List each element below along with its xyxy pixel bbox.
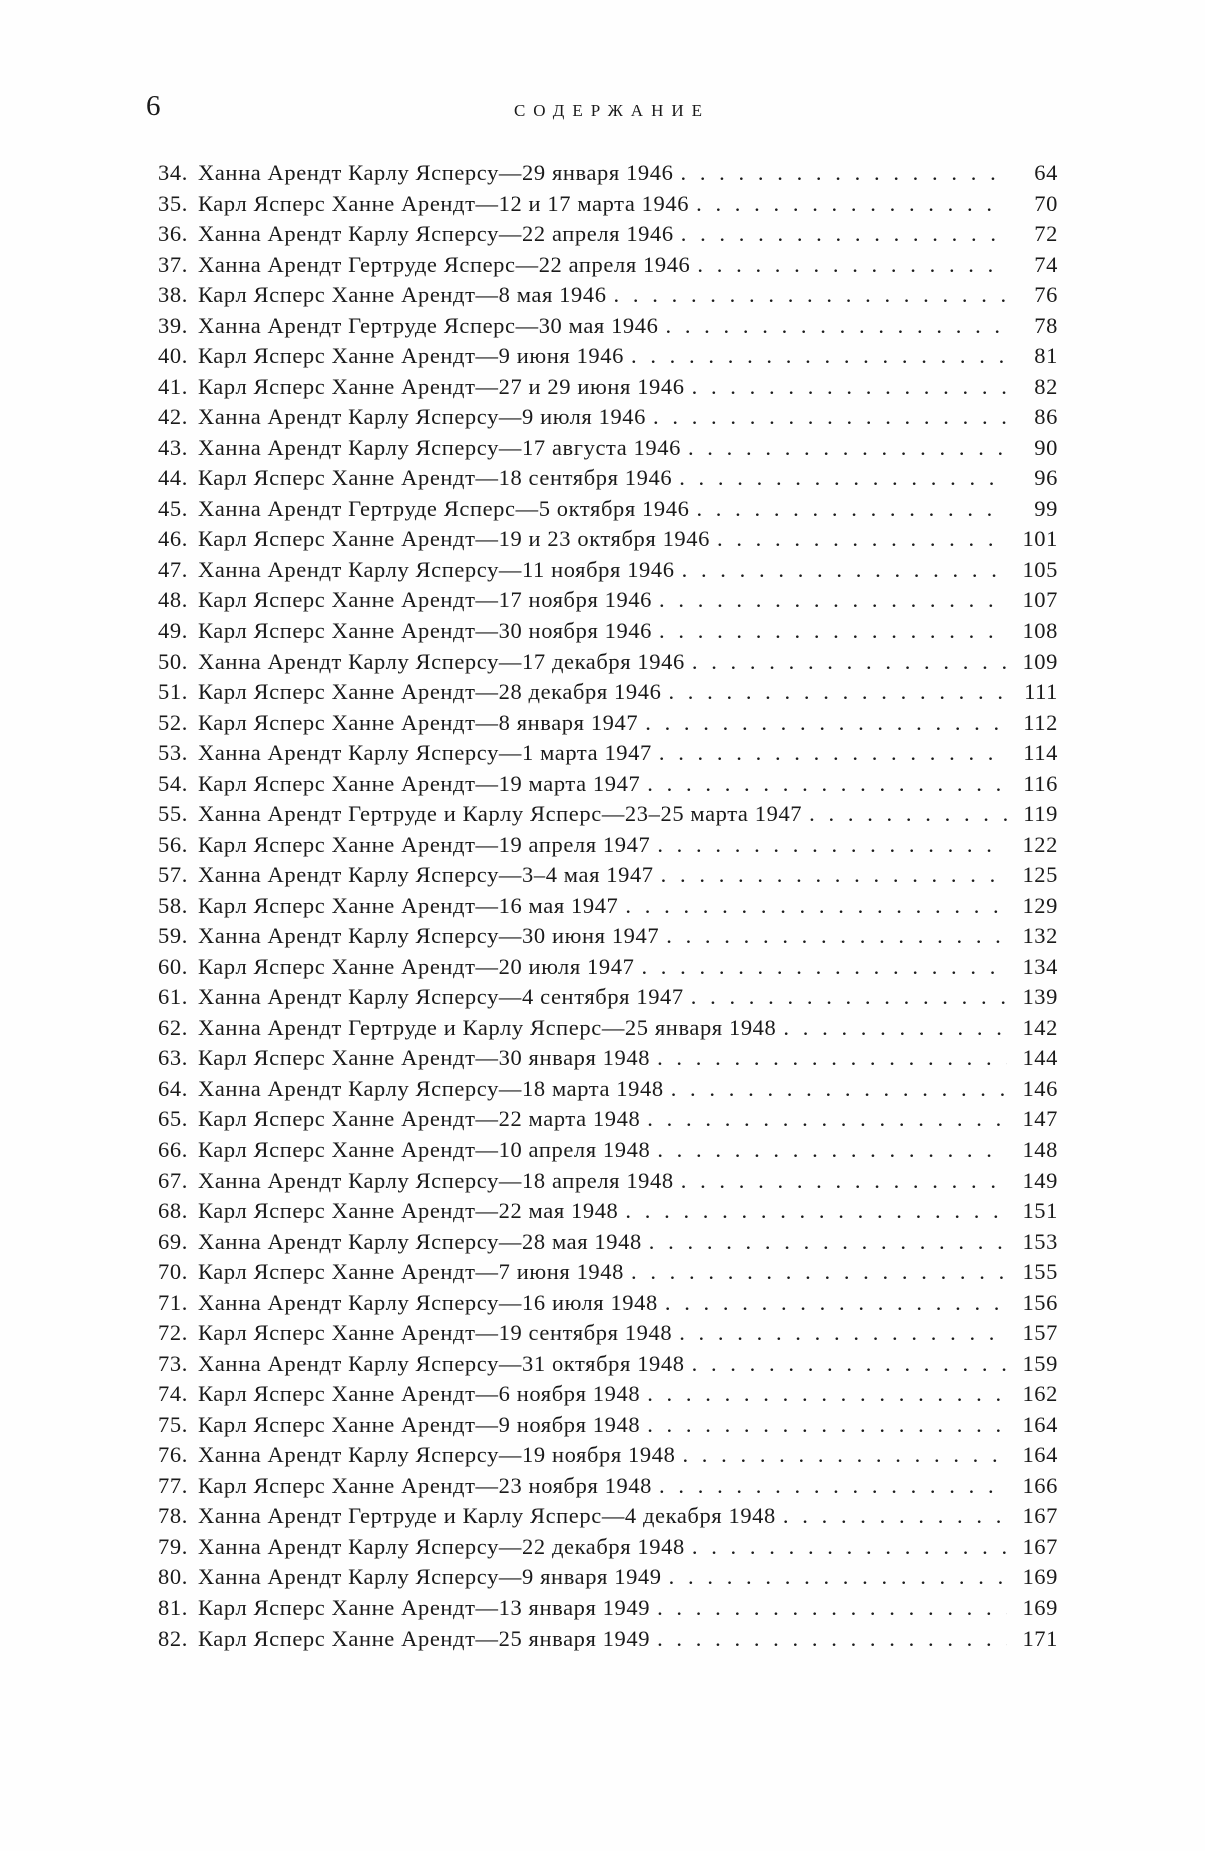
contents-heading: СОДЕРЖАНИЕ [513, 101, 711, 120]
entry-number: 72. [158, 1320, 188, 1346]
entry-title: Карл Ясперс Ханне Арендт—30 января 1948 [198, 1045, 651, 1071]
toc-entry [158, 1015, 1058, 1046]
dot-leader [657, 1137, 1007, 1163]
entry-title: Карл Ясперс Ханне Арендт—8 января 1947 [198, 709, 639, 735]
entry-page: 78 [1034, 312, 1058, 338]
entry-number: 46. [158, 526, 188, 552]
entry-number: 81. [158, 1594, 188, 1620]
entry-page: 132 [1022, 923, 1058, 949]
page-folio-number: 6 [146, 90, 161, 122]
entry-page: 119 [1023, 801, 1058, 827]
entry-title: Ханна Арендт Карлу Ясперсу—18 апреля 1948 [198, 1167, 674, 1193]
entry-page: 116 [1023, 770, 1058, 796]
entry-title: Карл Ясперс Ханне Арендт—22 мая 1948 [198, 1198, 619, 1224]
entry-page: 70 [1034, 190, 1058, 216]
toc-entry [158, 1534, 1058, 1565]
entry-page: 166 [1022, 1472, 1058, 1498]
dot-leader [647, 1106, 1007, 1132]
entry-number: 50. [158, 648, 188, 674]
entry-number: 58. [158, 892, 188, 918]
entry-page: 153 [1022, 1228, 1058, 1254]
dot-leader [631, 343, 1007, 369]
entry-page: 99 [1034, 495, 1058, 521]
entry-page: 157 [1022, 1320, 1058, 1346]
entry-title: Карл Ясперс Ханне Арендт—10 апреля 1948 [198, 1137, 651, 1162]
entry-page: 171 [1022, 1625, 1058, 1651]
entry-page: 108 [1022, 617, 1058, 643]
entry-title: Ханна Арендт Карлу Ясперсу—18 марта 1948 [198, 1075, 664, 1101]
toc-entry [158, 343, 1058, 374]
entry-number: 68. [158, 1198, 188, 1224]
toc-entry [158, 1076, 1058, 1107]
entry-page: 164 [1022, 1442, 1058, 1468]
dot-leader [625, 893, 1007, 919]
dot-leader [783, 1015, 1007, 1041]
entry-number: 73. [158, 1350, 188, 1376]
toc-entry [158, 191, 1058, 222]
dot-leader [692, 1351, 1007, 1377]
dot-leader [682, 557, 1007, 583]
entry-page: 86 [1034, 404, 1058, 430]
entry-number: 71. [158, 1289, 188, 1315]
entry-number: 80. [158, 1564, 188, 1590]
entry-title: Ханна Арендт Гертруде и Карлу Ясперс—25 января 1948 [198, 1014, 777, 1040]
dot-leader [688, 435, 1007, 461]
dot-leader [692, 374, 1007, 400]
dot-leader [692, 649, 1007, 675]
entry-title: Карл Ясперс Ханне Арендт—30 ноября 1946 [198, 617, 653, 643]
entry-number: 70. [158, 1259, 188, 1285]
entry-number: 36. [158, 221, 188, 247]
toc-entry [158, 496, 1058, 527]
entry-title: Карл Ясперс Ханне Арендт—22 марта 1948 [198, 1106, 641, 1132]
toc-entry [158, 801, 1058, 832]
dot-leader [657, 1626, 1007, 1652]
entry-number: 51. [158, 679, 188, 705]
entry-title: Ханна Арендт Карлу Ясперсу—19 ноября 1948 [198, 1442, 676, 1468]
dot-leader [647, 1381, 1007, 1407]
toc-entry [158, 1106, 1058, 1137]
entry-page: 146 [1022, 1075, 1058, 1101]
entry-page: 134 [1022, 953, 1058, 979]
entry-title: Карл Ясперс Ханне Арендт—9 июня 1946 [198, 343, 624, 369]
entry-page: 151 [1022, 1198, 1058, 1224]
entry-page: 81 [1034, 343, 1058, 369]
toc-entry [158, 923, 1058, 954]
dot-leader [680, 160, 1007, 186]
entry-title: Ханна Арендт Карлу Ясперсу—28 мая 1948 [198, 1228, 642, 1254]
entry-title: Ханна Арендт Гертруде и Карлу Ясперс—23–25 марта 1947 [198, 801, 803, 827]
entry-number: 76. [158, 1442, 188, 1468]
entry-number: 43. [158, 434, 188, 460]
toc-entry [158, 587, 1058, 618]
entry-title: Ханна Арендт Карлу Ясперсу—17 декабря 1946 [198, 648, 685, 674]
toc-entry [158, 404, 1058, 435]
toc-entry [158, 160, 1058, 191]
toc-entry [158, 1229, 1058, 1260]
dot-leader [659, 1473, 1007, 1499]
entry-page: 159 [1022, 1350, 1058, 1376]
entry-number: 78. [158, 1503, 188, 1529]
entry-title: Ханна Арендт Карлу Ясперсу—9 января 1949 [198, 1564, 662, 1590]
toc-entry [158, 526, 1058, 557]
entry-number: 37. [158, 251, 188, 277]
toc-entry [158, 435, 1058, 466]
entry-title: Ханна Арендт Карлу Ясперсу—29 января 1946 [198, 160, 674, 185]
toc-entry [158, 313, 1058, 344]
entry-title: Ханна Арендт Карлу Ясперсу—22 апреля 1946 [198, 221, 674, 247]
entry-title: Ханна Арендт Карлу Ясперсу—1 марта 1947 [198, 740, 652, 766]
entry-title: Ханна Арендт Карлу Ясперсу—9 июля 1946 [198, 404, 646, 430]
entry-number: 41. [158, 373, 188, 399]
entry-page: 164 [1022, 1411, 1058, 1437]
entry-title: Карл Ясперс Ханне Арендт—12 и 17 марта 1946 [198, 190, 690, 216]
entry-number: 52. [158, 709, 188, 735]
toc-entry [158, 252, 1058, 283]
entry-page: 74 [1034, 251, 1058, 277]
entry-title: Ханна Арендт Карлу Ясперсу—31 октября 1948 [198, 1350, 685, 1376]
dot-leader [659, 587, 1007, 613]
toc-entry [158, 1045, 1058, 1076]
entry-page: 169 [1022, 1564, 1058, 1590]
dot-leader [661, 862, 1007, 888]
toc-entry [158, 893, 1058, 924]
dot-leader [679, 1320, 1007, 1346]
entry-title: Ханна Арендт Карлу Ясперсу—4 сентября 1947 [198, 984, 684, 1010]
entry-number: 38. [158, 282, 188, 308]
entry-title: Ханна Арендт Гертруде Ясперс—30 мая 1946 [198, 312, 659, 338]
toc-entry [158, 771, 1058, 802]
entry-title: Карл Ясперс Ханне Арендт—23 ноября 1948 [198, 1472, 653, 1498]
entry-number: 35. [158, 190, 188, 216]
entry-number: 69. [158, 1228, 188, 1254]
dot-leader [647, 1412, 1007, 1438]
entry-number: 60. [158, 953, 188, 979]
entry-title: Карл Ясперс Ханне Арендт—16 мая 1947 [198, 892, 619, 918]
dot-leader [717, 526, 1007, 552]
entry-number: 48. [158, 587, 188, 613]
entry-title: Карл Ясперс Ханне Арендт—17 ноября 1946 [198, 587, 653, 613]
entry-title: Карл Ясперс Ханне Арендт—7 июня 1948 [198, 1259, 624, 1285]
entry-title: Карл Ясперс Ханне Арендт—27 и 29 июня 1946 [198, 373, 685, 399]
dot-leader [681, 221, 1007, 247]
dot-leader [668, 679, 1007, 705]
toc-entry [158, 832, 1058, 863]
entry-title: Карл Ясперс Ханне Арендт—19 апреля 1947 [198, 831, 651, 857]
entry-page: 64 [1034, 160, 1058, 185]
entry-title: Ханна Арендт Гертруде и Карлу Ясперс—4 декабря 1948 [198, 1503, 776, 1529]
entry-page: 147 [1022, 1106, 1058, 1132]
entry-number: 42. [158, 404, 188, 430]
entry-page: 144 [1022, 1045, 1058, 1071]
entry-page: 107 [1022, 587, 1058, 613]
dot-leader [659, 740, 1007, 766]
entry-title: Карл Ясперс Ханне Арендт—6 ноября 1948 [198, 1381, 641, 1407]
dot-leader [666, 923, 1007, 949]
toc-entry [158, 710, 1058, 741]
entry-page: 101 [1022, 526, 1058, 552]
toc-entry [158, 465, 1058, 496]
entry-number: 47. [158, 556, 188, 582]
toc-entry [158, 282, 1058, 313]
entry-number: 57. [158, 862, 188, 888]
entry-number: 65. [158, 1106, 188, 1132]
toc-entry [158, 862, 1058, 893]
dot-leader [659, 618, 1007, 644]
toc-entry [158, 954, 1058, 985]
entry-number: 54. [158, 770, 188, 796]
dot-leader [809, 801, 1007, 827]
entry-number: 63. [158, 1045, 188, 1071]
entry-page: 109 [1022, 648, 1058, 674]
toc-entry [158, 557, 1058, 588]
dot-leader [641, 954, 1007, 980]
entry-page: 72 [1034, 221, 1058, 247]
entry-number: 53. [158, 740, 188, 766]
toc-entry [158, 1442, 1058, 1473]
entry-number: 75. [158, 1411, 188, 1437]
entry-page: 96 [1034, 465, 1058, 491]
entry-page: 111 [1024, 679, 1058, 705]
toc-entry [158, 1381, 1058, 1412]
dot-leader [657, 1595, 1007, 1621]
entry-title: Ханна Арендт Карлу Ясперсу—3–4 мая 1947 [198, 862, 654, 888]
entry-page: 167 [1022, 1533, 1058, 1559]
dot-leader [614, 282, 1007, 308]
entry-page: 82 [1034, 373, 1058, 399]
dot-leader [679, 465, 1007, 491]
entry-page: 90 [1034, 434, 1058, 460]
entry-title: Ханна Арендт Гертруде Ясперс—22 апреля 1946 [198, 251, 691, 277]
entry-page: 142 [1022, 1014, 1058, 1040]
entry-title: Карл Ясперс Ханне Арендт—8 мая 1946 [198, 282, 607, 308]
dot-leader [696, 191, 1007, 217]
entry-number: 64. [158, 1075, 188, 1101]
entry-page: 156 [1022, 1289, 1058, 1315]
toc-entry [158, 1259, 1058, 1290]
entry-number: 34. [158, 160, 188, 185]
dot-leader [681, 1168, 1007, 1194]
entry-page: 114 [1023, 740, 1058, 766]
toc-entry [158, 1626, 1058, 1657]
toc-entry [158, 618, 1058, 649]
dot-leader [669, 1564, 1007, 1590]
entry-page: 169 [1022, 1594, 1058, 1620]
dot-leader [657, 1045, 1007, 1071]
dot-leader [649, 1229, 1007, 1255]
dot-leader [645, 710, 1007, 736]
toc-entry [158, 1198, 1058, 1229]
entry-title: Ханна Арендт Карлу Ясперсу—22 декабря 1948 [198, 1533, 685, 1559]
dot-leader [625, 1198, 1007, 1224]
entry-page: 105 [1022, 556, 1058, 582]
dot-leader [657, 832, 1007, 858]
entry-number: 82. [158, 1625, 188, 1651]
entry-title: Ханна Арендт Карлу Ясперсу—16 июля 1948 [198, 1289, 658, 1315]
entry-page: 112 [1023, 709, 1058, 735]
toc-entry [158, 374, 1058, 405]
toc-entry [158, 1137, 1058, 1168]
entry-number: 55. [158, 801, 188, 827]
entry-number: 40. [158, 343, 188, 369]
toc-entry [158, 1503, 1058, 1534]
toc-entry [158, 740, 1058, 771]
entry-title: Карл Ясперс Ханне Арендт—25 января 1949 [198, 1625, 651, 1651]
entry-page: 129 [1022, 892, 1058, 918]
entry-number: 56. [158, 831, 188, 857]
entry-number: 39. [158, 312, 188, 338]
entry-title: Карл Ясперс Ханне Арендт—9 ноября 1948 [198, 1411, 641, 1437]
entry-page: 155 [1022, 1259, 1058, 1285]
entry-number: 45. [158, 495, 188, 521]
dot-leader [665, 1290, 1007, 1316]
dot-leader [696, 496, 1007, 522]
toc-list [158, 160, 1058, 1656]
entry-number: 77. [158, 1472, 188, 1498]
entry-page: 139 [1022, 984, 1058, 1010]
toc-entry [158, 1473, 1058, 1504]
entry-number: 44. [158, 465, 188, 491]
dot-leader [783, 1503, 1007, 1529]
entry-title: Ханна Арендт Карлу Ясперсу—30 июня 1947 [198, 923, 660, 949]
entry-number: 79. [158, 1533, 188, 1559]
toc-entry [158, 1168, 1058, 1199]
entry-number: 49. [158, 617, 188, 643]
toc-entry [158, 1564, 1058, 1595]
entry-title: Карл Ясперс Ханне Арендт—19 и 23 октября 1946 [198, 526, 710, 552]
toc-entry [158, 984, 1058, 1015]
entry-page: 162 [1022, 1381, 1058, 1407]
entry-title: Карл Ясперс Ханне Арендт—13 января 1949 [198, 1594, 651, 1620]
dot-leader [671, 1076, 1007, 1102]
entry-number: 62. [158, 1014, 188, 1040]
dot-leader [697, 252, 1007, 278]
toc-entry [158, 221, 1058, 252]
entry-number: 67. [158, 1167, 188, 1193]
dot-leader [653, 404, 1007, 430]
toc-entry [158, 1320, 1058, 1351]
toc-entry [158, 1412, 1058, 1443]
entry-title: Карл Ясперс Ханне Арендт—20 июля 1947 [198, 953, 635, 979]
entry-number: 74. [158, 1381, 188, 1407]
toc-entry [158, 1595, 1058, 1626]
dot-leader [682, 1442, 1007, 1468]
entry-title: Ханна Арендт Гертруде Ясперс—5 октября 1946 [198, 495, 690, 521]
entry-title: Карл Ясперс Ханне Арендт—28 декабря 1946 [198, 679, 662, 705]
entry-title: Карл Ясперс Ханне Арендт—19 сентября 1948 [198, 1320, 673, 1346]
toc-entry [158, 679, 1058, 710]
dot-leader [665, 313, 1007, 339]
entry-number: 66. [158, 1137, 188, 1162]
toc-entry [158, 1290, 1058, 1321]
entry-title: Ханна Арендт Карлу Ясперсу—11 ноября 1946 [198, 556, 675, 582]
entry-title: Карл Ясперс Ханне Арендт—19 марта 1947 [198, 770, 641, 796]
entry-page: 167 [1022, 1503, 1058, 1529]
dot-leader [647, 771, 1007, 797]
entry-title: Карл Ясперс Ханне Арендт—18 сентября 1946 [198, 465, 673, 491]
entry-page: 122 [1022, 831, 1058, 857]
toc-entry [158, 649, 1058, 680]
entry-page: 76 [1034, 282, 1058, 308]
dot-leader [692, 1534, 1007, 1560]
dot-leader [691, 984, 1007, 1010]
entry-title: Ханна Арендт Карлу Ясперсу—17 августа 1946 [198, 434, 681, 460]
toc-entry [158, 1351, 1058, 1382]
entry-page: 149 [1022, 1167, 1058, 1193]
dot-leader [631, 1259, 1007, 1285]
entry-number: 59. [158, 923, 188, 949]
entry-page: 148 [1022, 1137, 1058, 1162]
entry-number: 61. [158, 984, 188, 1010]
entry-page: 125 [1022, 862, 1058, 888]
